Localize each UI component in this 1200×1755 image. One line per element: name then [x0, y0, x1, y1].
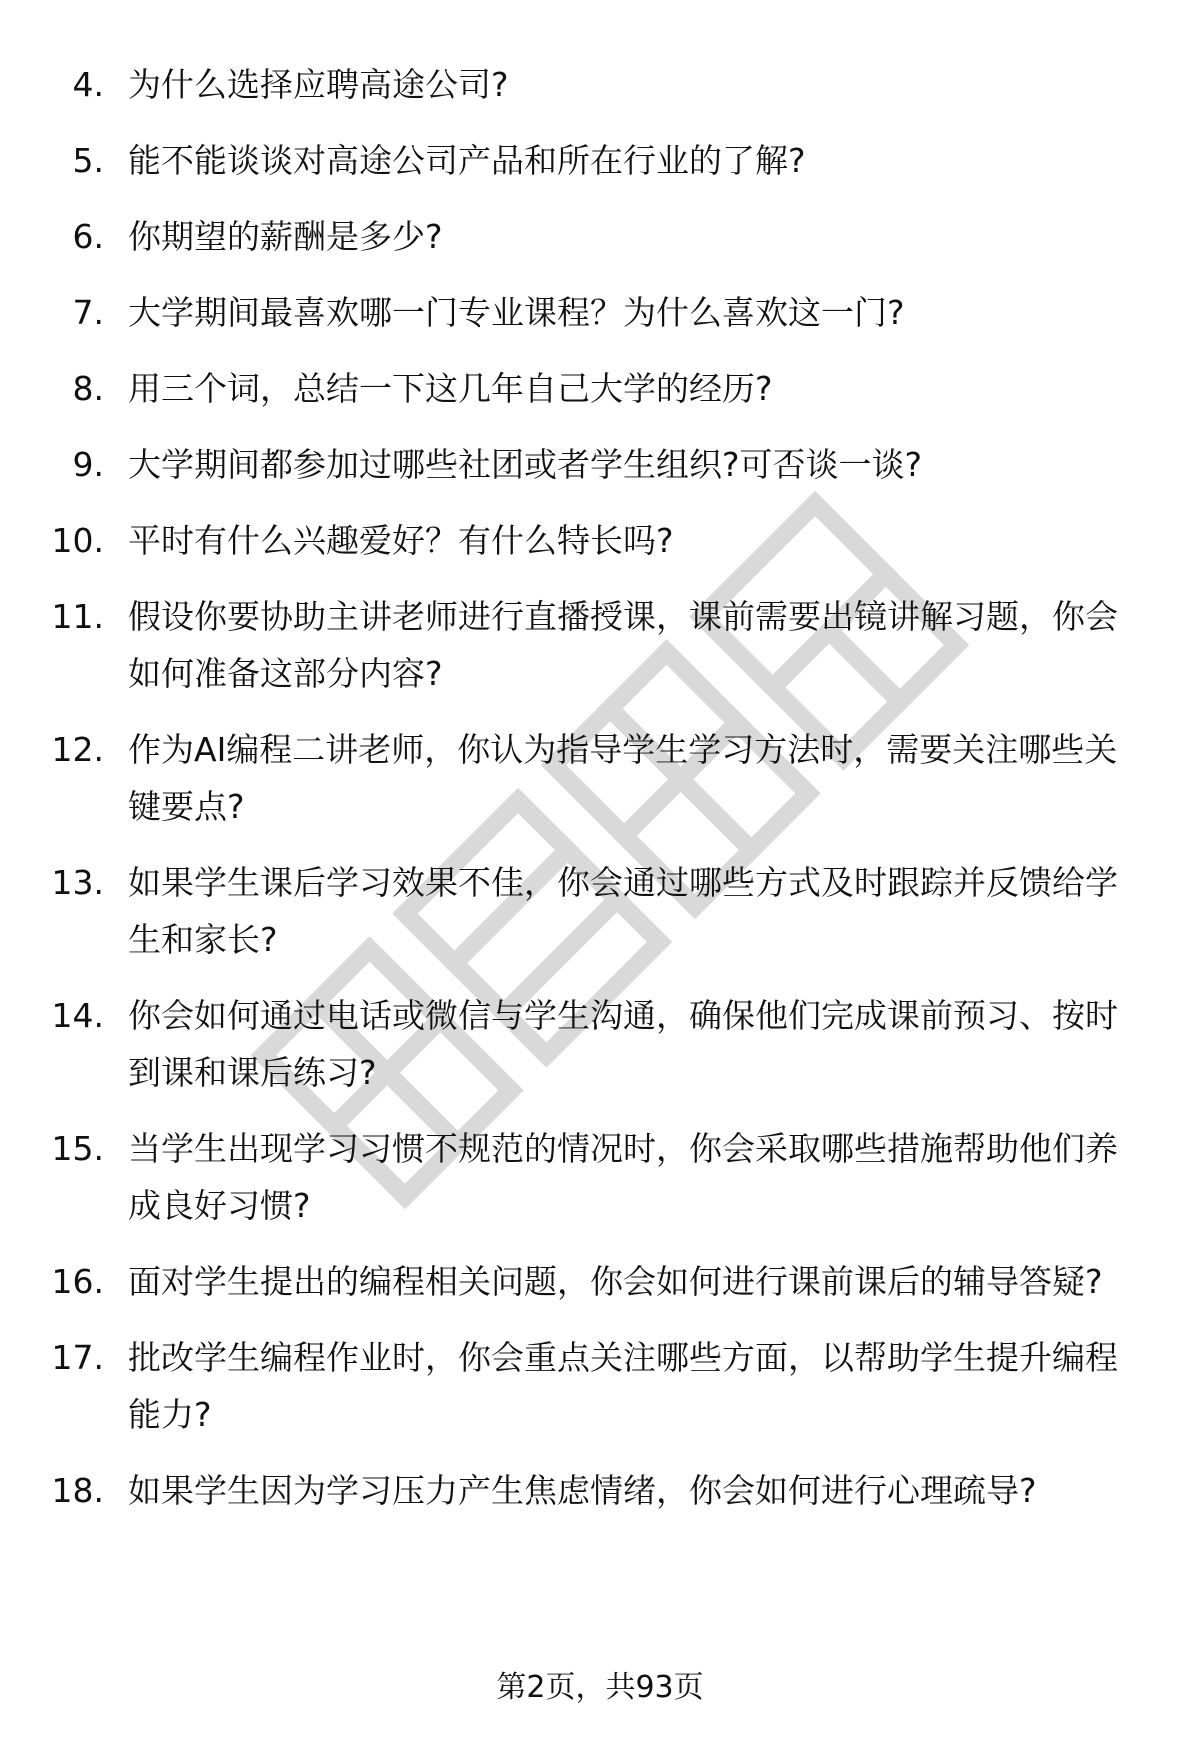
question-text: 当学生出现学习习惯不规范的情况时，你会采取哪些措施帮助他们养成良好习惯? [128, 1129, 1118, 1225]
question-text: 大学期间都参加过哪些社团或者学生组织?可否谈一谈? [128, 445, 923, 484]
question-text: 如果学生课后学习效果不佳，你会通过哪些方式及时跟踪并反馈给学生和家长? [128, 863, 1118, 959]
question-item [0, 987, 1200, 1101]
question-number: 8. [72, 369, 104, 408]
question-item [0, 132, 1200, 189]
question-item [0, 360, 1200, 417]
question-number: 11. [51, 597, 104, 636]
question-item [0, 208, 1200, 265]
question-item [0, 1120, 1200, 1234]
question-item [0, 436, 1200, 493]
question-text: 如果学生因为学习压力产生焦虑情绪，你会如何进行心理疏导? [128, 1471, 1037, 1510]
question-text: 假设你要协助主讲老师进行直播授课，课前需要出镜讲解习题，你会如何准备这部分内容? [128, 597, 1118, 693]
question-item [0, 1462, 1200, 1519]
question-text: 用三个词，总结一下这几年自己大学的经历? [128, 369, 773, 408]
question-number: 16. [51, 1262, 104, 1301]
question-text: 面对学生提出的编程相关问题，你会如何进行课前课后的辅导答疑? [128, 1262, 1103, 1301]
question-text: 作为AI编程二讲老师，你认为指导学生学习方法时，需要关注哪些关键要点? [128, 730, 1118, 826]
question-item [0, 284, 1200, 341]
question-item [0, 588, 1200, 702]
question-number: 6. [72, 217, 104, 256]
question-item [0, 56, 1200, 113]
question-text: 为什么选择应聘高途公司? [128, 65, 509, 104]
question-number: 4. [72, 65, 104, 104]
question-number: 7. [72, 293, 104, 332]
question-list [0, 56, 1200, 1538]
question-number: 18. [51, 1471, 104, 1510]
question-number: 15. [51, 1129, 104, 1168]
question-text: 批改学生编程作业时，你会重点关注哪些方面，以帮助学生提升编程能力? [128, 1338, 1118, 1434]
question-text: 大学期间最喜欢哪一门专业课程？为什么喜欢这一门? [128, 293, 905, 332]
question-item [0, 721, 1200, 835]
question-text: 平时有什么兴趣爱好？有什么特长吗? [128, 521, 674, 560]
question-item [0, 854, 1200, 968]
question-text: 能不能谈谈对高途公司产品和所在行业的了解? [128, 141, 806, 180]
question-text: 你期望的薪酬是多少? [128, 217, 443, 256]
question-number: 9. [72, 445, 104, 484]
question-item [0, 512, 1200, 569]
question-text: 你会如何通过电话或微信与学生沟通，确保他们完成课前预习、按时到课和课后练习? [128, 996, 1118, 1092]
question-number: 5. [72, 141, 104, 180]
page-number: 第2页，共93页 [496, 1670, 704, 1705]
question-item [0, 1329, 1200, 1443]
question-number: 12. [51, 730, 104, 769]
question-number: 10. [51, 521, 104, 560]
question-item [0, 1253, 1200, 1310]
question-number: 13. [51, 863, 104, 902]
question-number: 14. [51, 996, 104, 1035]
question-number: 17. [51, 1338, 104, 1377]
